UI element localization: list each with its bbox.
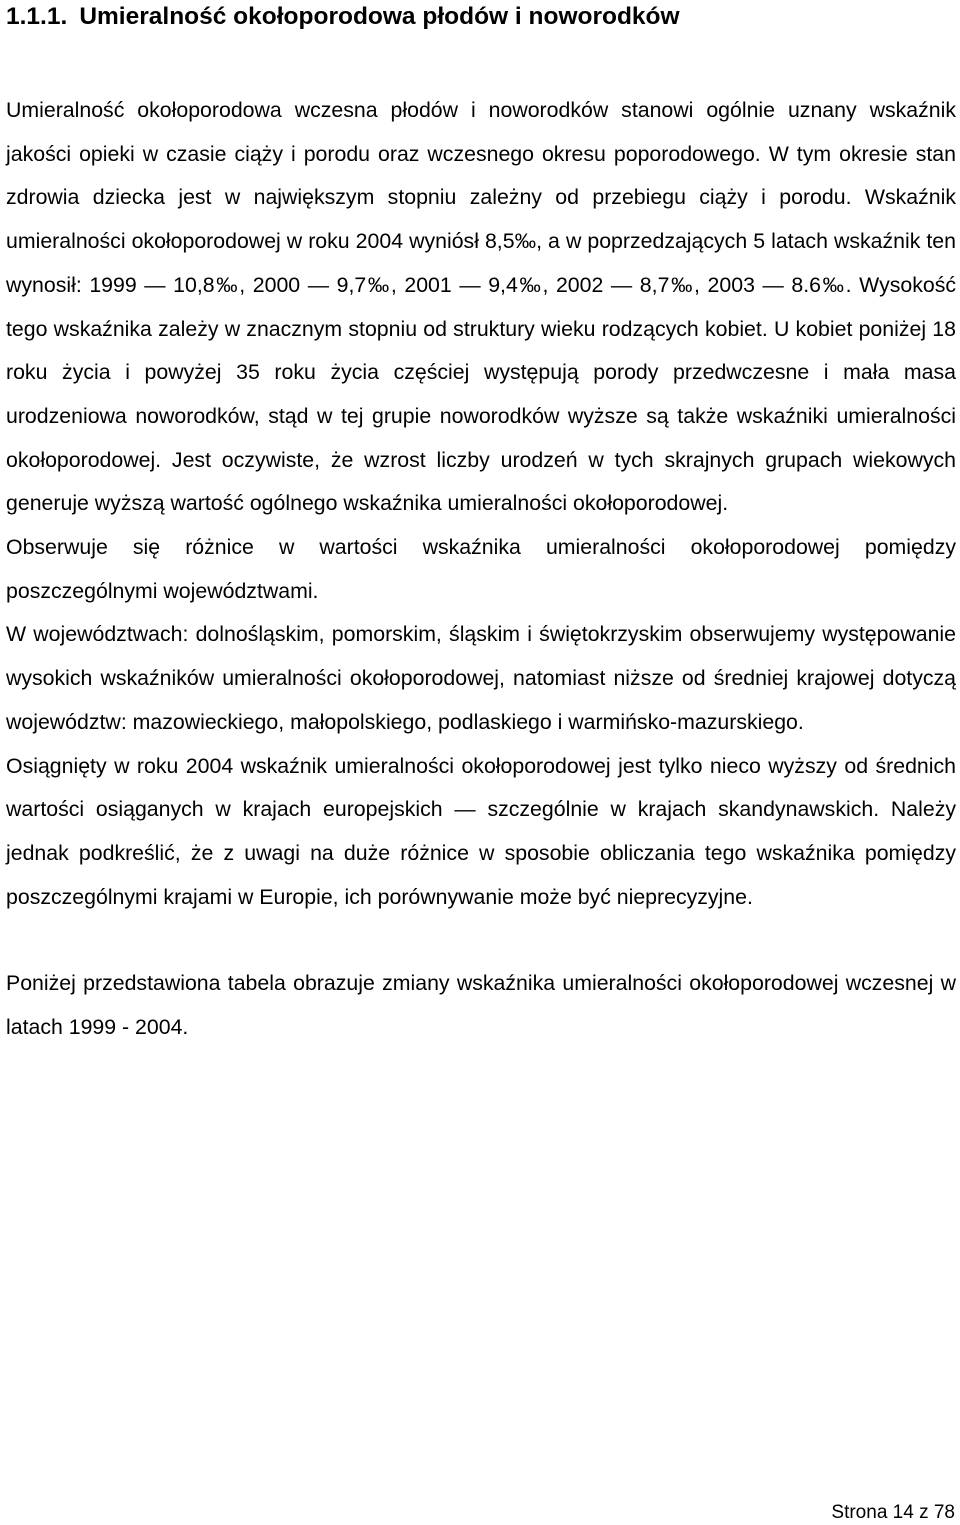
paragraph-spacer	[6, 919, 956, 962]
section-title: Umieralność okołoporodowa płodów i noworodków	[79, 3, 680, 30]
paragraph-voivodeships: W województwach: dolnośląskim, pomorskim, śląskim i świętokrzyskim obserwujemy występowanie wysokich wskaźników umieralności okołoporodowej, natomiast niższe od średniej krajowej dotyczą województw: mazowieckiego, małopolskiego, podlaskiego i warmińsko-mazurskiego.	[6, 622, 956, 734]
paragraph-table-intro: Poniżej przedstawiona tabela obrazuje zmiany wskaźnika umieralności okołoporodowej wczesnej w latach 1999 - 2004.	[6, 971, 956, 1040]
section-heading	[6, 0, 956, 32]
paragraph-european-comparison: Osiągnięty w roku 2004 wskaźnik umieralności okołoporodowej jest tylko nieco wyższy od średnich wartości osiąganych w krajach europejskich — szczególnie w krajach skandynawskich. Należy jednak podkreślić, że z uwagi na duże różnice w sposobie obliczania tego wskaźnika pomiędzy poszczególnymi krajami w Europie, ich porównywanie może być nieprecyzyjne.	[6, 753, 956, 909]
paragraph-regional-differences: Obserwuje się różnice w wartości wskaźnika umieralności okołoporodowej pomiędzy poszczególnymi województwami.	[6, 535, 956, 603]
paragraph-perinatal-mortality: Umieralność okołoporodowa wczesna płodów i noworodków stanowi ogólnie uznany wskaźnik jakości opieki w czasie ciąży i porodu oraz wczesnego okresu poporodowego. W tym okresie stan zdrowia dziecka jest w największym stopniu zależny od przebiegu ciąży i porodu. Wskaźnik umieralności okołoporodowej w roku 2004 wyniósł 8,5‰, a w poprzedzających 5 latach wskaźnik ten wynosił: 1999 — 10,8‰, 2000 — 9,7‰, 2001 — 9,4‰, 2002 — 8,7‰, 2003 — 8.6‰. Wysokość tego wskaźnika zależy w znacznym stopniu od struktury wieku rodzących kobiet. U kobiet poniżej 18 roku życia i powyżej 35 roku życia częściej występują porody przedwczesne i mała masa urodzeniowa noworodków, stąd w tej grupie noworodków wyższe są także wskaźniki umieralności okołoporodowej. Jest oczywiste, że wzrost liczby urodzeń w tych skrajnych grupach wiekowych generuje wyższą wartość ogólnego wskaźnika umieralności okołoporodowej.	[6, 98, 956, 516]
page-number-footer: Strona 14 z 78	[831, 1502, 955, 1523]
section-number: 1.1.1.	[6, 3, 68, 30]
document-page	[6, 0, 956, 1050]
